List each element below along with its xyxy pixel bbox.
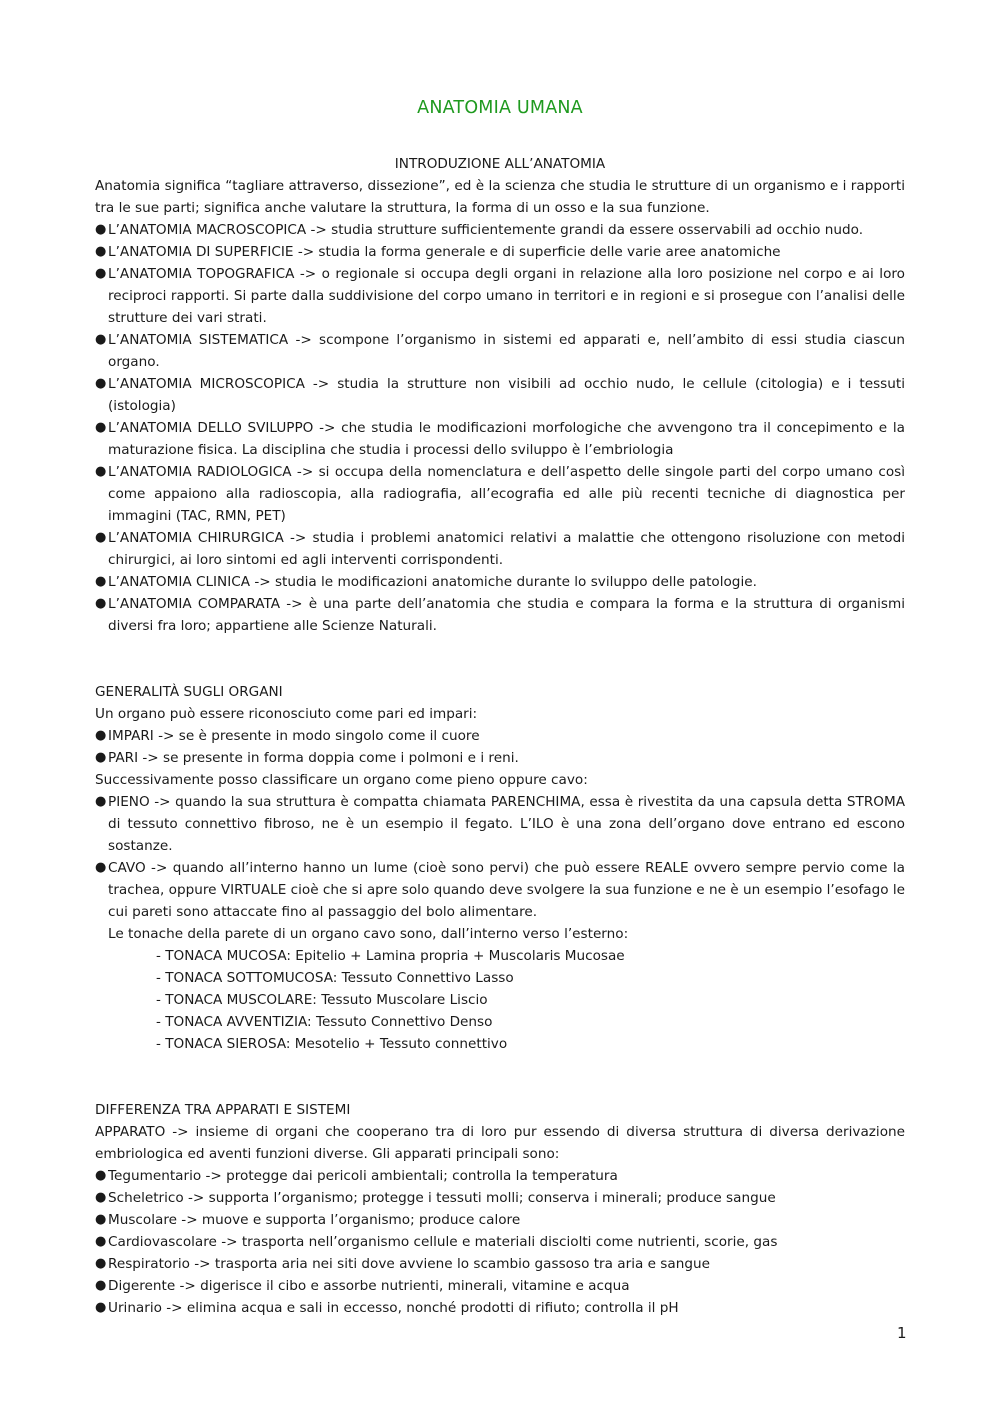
bullet-icon: ● bbox=[95, 332, 107, 347]
section-spacer bbox=[95, 637, 905, 681]
list-item: ● PARI -> se presente in forma doppia come i polmoni e i reni. bbox=[95, 747, 905, 769]
bullet-icon: ● bbox=[95, 222, 107, 237]
list-item: ● PIENO -> quando la sua struttura è compatta chiamata PARENCHIMA, essa è rivestita da una capsula detta STROMA di tessuto connettivo fibroso, ne è un esempio il fegato. L’ILO è una zona dell’organo dove entrano ed escono sostanze. bbox=[95, 791, 905, 857]
tonaca-item: - TONACA AVVENTIZIA: Tessuto Connettivo Denso bbox=[156, 1014, 493, 1030]
organ-parity-list bbox=[95, 725, 905, 769]
list-item: ● CAVO -> quando all’interno hanno un lume (cioè sono pervi) che può essere REALE ovvero sempre pervio come la trachea, oppure VIRTUALE cioè che si apre solo quando deve svolgere la sua funzione e ne è un esempio l’esofago le cui pareti sono attaccate fino al passaggio del bolo alimentare. bbox=[95, 857, 905, 923]
bullet-icon: ● bbox=[95, 1168, 107, 1183]
page-number: 1 bbox=[897, 1324, 907, 1342]
list-item: ● L’ANATOMIA CLINICA -> studia le modificazioni anatomiche durante lo sviluppo delle patologie. bbox=[95, 571, 905, 593]
anatomy-types-list bbox=[95, 219, 905, 637]
bullet-icon: ● bbox=[95, 376, 107, 391]
list-item: ● L’ANATOMIA RADIOLOGICA -> si occupa della nomenclatura e dell’aspetto delle singole parti del corpo umano così come appaiono alla radioscopia, alla radiografia, all’ecografia ed alle più recenti tecniche di diagnostica per immagini (TAC, RMN, PET) bbox=[95, 461, 905, 527]
paragraph-apparato-intro: APPARATO -> insieme di organi che cooperano tra di loro pur essendo di diversa struttura di diversa derivazione embriologica ed aventi funzioni diverse. Gli apparati principali sono: bbox=[95, 1124, 905, 1162]
tonaca-item: - TONACA MUSCOLARE: Tessuto Muscolare Liscio bbox=[156, 992, 488, 1008]
bullet-icon: ● bbox=[95, 1190, 107, 1205]
bullet-icon: ● bbox=[95, 728, 107, 743]
bullet-icon: ● bbox=[95, 794, 107, 809]
paragraph-intro: Anatomia significa “tagliare attraverso, dissezione”, ed è la scienza che studia le strutture di un organismo e i rapporti tra le sue parti; significa anche valutare la struttura, la forma di un osso e la sua funzione. bbox=[95, 178, 905, 216]
list-item: ● L’ANATOMIA SISTEMATICA -> scompone l’organismo in sistemi ed apparati e, nell’ambito di essi studia ciascun organo. bbox=[95, 329, 905, 373]
list-item: ● L’ANATOMIA TOPOGRAFICA -> o regionale si occupa degli organi in relazione alla loro posizione nel corpo e ai loro reciproci rapporti. Si parte dalla suddivisione del corpo umano in territori e in regioni e si prosegue con l’analisi delle strutture dei vari strati. bbox=[95, 263, 905, 329]
bullet-icon: ● bbox=[95, 574, 107, 589]
organ-structure-list bbox=[95, 791, 905, 923]
list-item: ● Urinario -> elimina acqua e sali in eccesso, nonché prodotti di rifiuto; controlla il pH bbox=[95, 1297, 905, 1319]
bullet-icon: ● bbox=[95, 1300, 107, 1315]
document-body bbox=[95, 153, 905, 1319]
list-item: ● Respiratorio -> trasporta aria nei siti dove avviene lo scambio gassoso tra aria e sangue bbox=[95, 1253, 905, 1275]
bullet-icon: ● bbox=[95, 420, 107, 435]
list-item: ● L’ANATOMIA DI SUPERFICIE -> studia la forma generale e di superficie delle varie aree anatomiche bbox=[95, 241, 905, 263]
list-item: ● L’ANATOMIA MICROSCOPICA -> studia la strutture non visibili ad occhio nudo, le cellule (citologia) e i tessuti (istologia) bbox=[95, 373, 905, 417]
bullet-icon: ● bbox=[95, 750, 107, 765]
tonaca-item: - TONACA SOTTOMUCOSA: Tessuto Connettivo Lasso bbox=[156, 970, 514, 986]
list-item: ● L’ANATOMIA MACROSCOPICA -> studia strutture sufficientemente grandi da essere osservabili ad occhio nudo. bbox=[95, 219, 905, 241]
document-title: ANATOMIA UMANA bbox=[417, 98, 583, 118]
list-item: ● Scheletrico -> supporta l’organismo; protegge i tessuti molli; conserva i minerali; produce sangue bbox=[95, 1187, 905, 1209]
section-heading-apparati: DIFFERENZA TRA APPARATI E SISTEMI bbox=[95, 1102, 351, 1118]
apparati-list bbox=[95, 1165, 905, 1319]
tonaca-item: - TONACA SIEROSA: Mesotelio + Tessuto connettivo bbox=[156, 1036, 508, 1052]
list-item: ● L’ANATOMIA DELLO SVILUPPO -> che studia le modificazioni morfologiche che avvengono tra il concepimento e la maturazione fisica. La disciplina che studia i processi dello sviluppo è l’embriologia bbox=[95, 417, 905, 461]
section-heading-organi: GENERALITÀ SUGLI ORGANI bbox=[95, 684, 283, 700]
bullet-icon: ● bbox=[95, 860, 107, 875]
bullet-icon: ● bbox=[95, 244, 107, 259]
paragraph-organi-intro: Un organo può essere riconosciuto come pari ed impari: bbox=[95, 706, 478, 722]
paragraph-tonache-intro: Le tonache della parete di un organo cavo sono, dall’interno verso l’esterno: bbox=[108, 926, 629, 942]
bullet-icon: ● bbox=[95, 1234, 107, 1249]
bullet-icon: ● bbox=[95, 1256, 107, 1271]
section-heading-introduzione: INTRODUZIONE ALL’ANATOMIA bbox=[394, 156, 606, 172]
bullet-icon: ● bbox=[95, 266, 107, 281]
list-item: ● Muscolare -> muove e supporta l’organismo; produce calore bbox=[95, 1209, 905, 1231]
bullet-icon: ● bbox=[95, 596, 107, 611]
bullet-icon: ● bbox=[95, 1212, 107, 1227]
list-item: ● L’ANATOMIA CHIRURGICA -> studia i problemi anatomici relativi a malattie che ottengono risoluzione con metodi chirurgici, ai loro sintomi ed agli interventi corrispondenti. bbox=[95, 527, 905, 571]
bullet-icon: ● bbox=[95, 530, 107, 545]
bullet-icon: ● bbox=[95, 1278, 107, 1293]
list-item: ● Cardiovascolare -> trasporta nell’organismo cellule e materiali disciolti come nutrienti, scorie, gas bbox=[95, 1231, 905, 1253]
bullet-icon: ● bbox=[95, 464, 107, 479]
list-item: ● L’ANATOMIA COMPARATA -> è una parte dell’anatomia che studia e compara la forma e la struttura di organismi diversi fra loro; appartiene alle Scienze Naturali. bbox=[95, 593, 905, 637]
list-item: ● IMPARI -> se è presente in modo singolo come il cuore bbox=[95, 725, 905, 747]
list-item: ● Tegumentario -> protegge dai pericoli ambientali; controlla la temperatura bbox=[95, 1165, 905, 1187]
list-item: ● Digerente -> digerisce il cibo e assorbe nutrienti, minerali, vitamine e acqua bbox=[95, 1275, 905, 1297]
section-spacer bbox=[95, 1055, 905, 1099]
tonaca-item: - TONACA MUCOSA: Epitelio + Lamina propria + Muscolaris Mucosae bbox=[156, 948, 625, 964]
paragraph-organi-classification: Successivamente posso classificare un organo come pieno oppure cavo: bbox=[95, 772, 588, 788]
